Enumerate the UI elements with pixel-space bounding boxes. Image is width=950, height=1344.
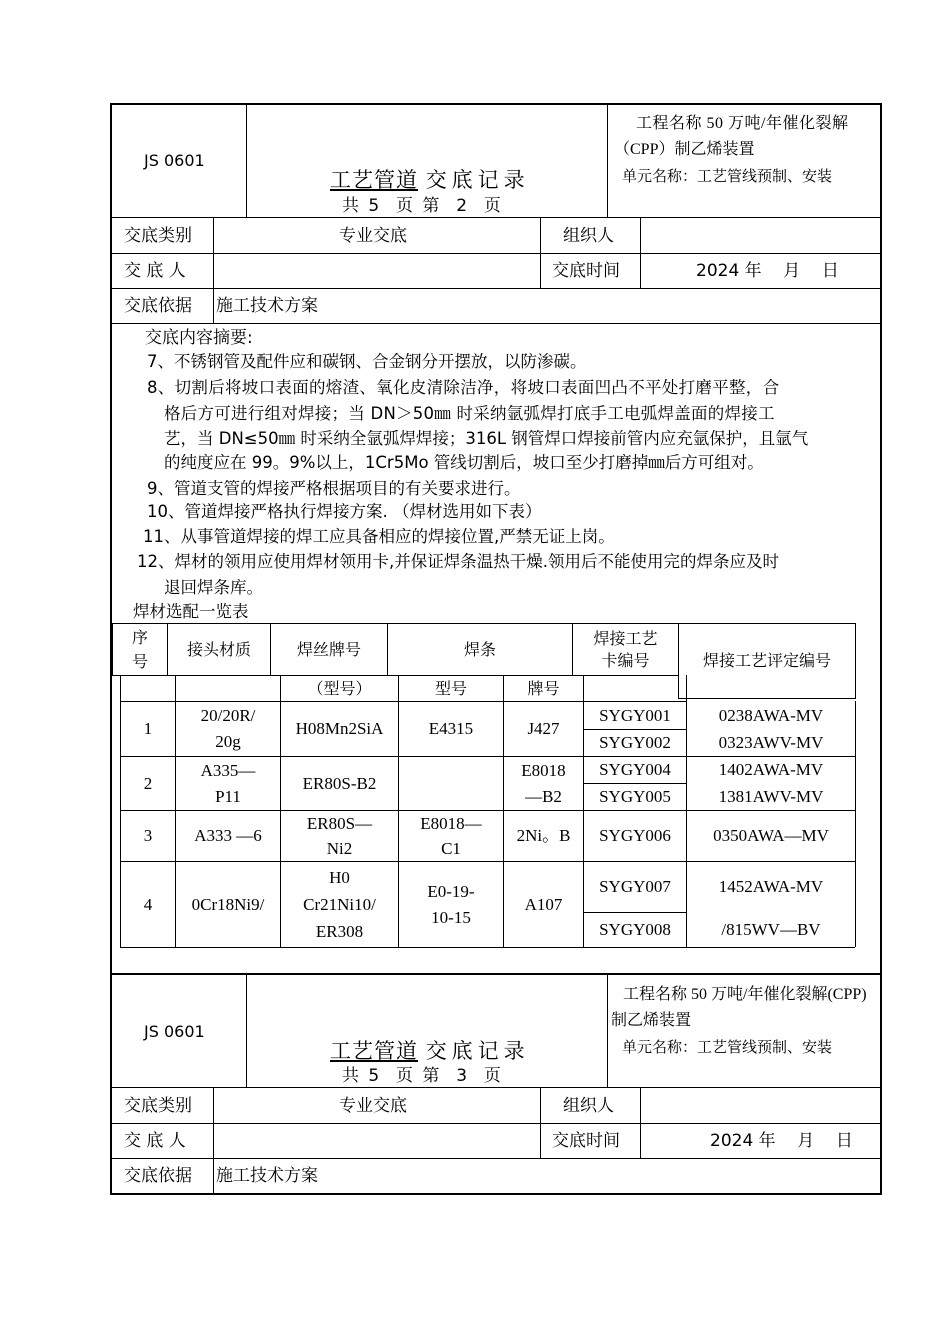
divider <box>111 323 881 324</box>
type-label: 交底类别 <box>124 1096 192 1116</box>
row-4-seq: 4 <box>143 894 153 914</box>
row-2-wire: ER80S-B2 <box>302 773 377 793</box>
unit-name: 单元名称：工艺管线预制、安装 <box>622 167 833 185</box>
row-4-rod-type: E0-19- 10-15 <box>427 881 475 927</box>
row-1-card-a: SYGY001 <box>599 705 671 725</box>
divider <box>246 975 247 1088</box>
divider <box>111 1123 881 1124</box>
table-caption: 焊材选配一览表 <box>133 602 249 621</box>
row-3-rod-brand: 2Ni。B <box>516 826 571 845</box>
project-name <box>614 111 880 189</box>
row-1-rod-brand: J427 <box>527 719 560 738</box>
page-number-line: 共 5 页 第 2 页 <box>342 196 503 216</box>
time-label: 交底时间 <box>552 261 620 281</box>
row-1-joint: 20/20R/ 20g <box>200 706 256 751</box>
time-label: 交底时间 <box>552 1131 620 1151</box>
unit-name: 单元名称：工艺管线预制、安装 <box>622 1038 833 1056</box>
project-line-2: 制乙烯装置 <box>611 1012 692 1029</box>
title-underlined: 工艺管道 <box>330 1039 418 1063</box>
table-line <box>583 675 678 676</box>
row-2-rod-type <box>399 757 503 810</box>
content-line: 8、切割后将坡口表面的熔渣、氧化皮清除洁净，将坡口表面凹凸不平处打磨平整，合 <box>147 378 780 397</box>
row-4-card-b: SYGY008 <box>599 920 671 939</box>
row-1-seq: 1 <box>143 719 153 738</box>
divider <box>640 1088 641 1158</box>
basis-label: 交底依据 <box>124 296 192 316</box>
th-card: 焊接工艺 卡编号 <box>593 628 658 670</box>
th-wire-sub: （型号） <box>307 678 372 698</box>
row-2-card-a: SYGY004 <box>599 760 671 779</box>
th-wire: 焊丝牌号 <box>296 639 361 659</box>
type-value: 专业交底 <box>339 226 407 246</box>
th-eval: 焊接工艺评定编号 <box>702 651 831 670</box>
th-seq: 序 号 <box>131 627 148 671</box>
row-1-rod-type: E4315 <box>428 719 474 738</box>
row-3-rod-type: E8018— C1 <box>420 814 482 858</box>
content-line: 9、管道支管的焊接严格根据项目的有关要求进行。 <box>147 479 521 498</box>
table-line <box>855 701 856 947</box>
content-line: 艺，当 DN≤50㎜ 时采纳全氩弧焊焊接；316L 钢管焊口焊接前管内应充氩保护，且氩气 <box>164 429 809 448</box>
content-line: 11、从事管道焊接的焊工应具备相应的焊接位置,严禁无证上岗。 <box>143 527 615 546</box>
divider <box>213 218 214 323</box>
row-4-rod-brand: A107 <box>524 894 563 914</box>
row-1-wire: H08Mn2SiA <box>295 719 384 738</box>
row-2-rod-brand: E8018 —B2 <box>521 760 566 806</box>
basis-label: 交底依据 <box>124 1166 192 1186</box>
project-line-2: （CPP）制乙烯装置 <box>614 141 755 158</box>
th-rod: 焊条 <box>463 639 496 659</box>
row-3-wire: ER80S— Ni2 <box>306 814 373 858</box>
row-4-eval-a: 1452AWA-MV <box>718 877 824 896</box>
page-title <box>330 170 530 190</box>
divider <box>213 1088 214 1193</box>
divider <box>111 1158 881 1159</box>
form-code: JS 0601 <box>144 1022 205 1041</box>
basis-value: 施工技术方案 <box>216 296 318 316</box>
person-label: 交 底 人 <box>124 261 186 281</box>
row-1-eval-b: 0323AWV-MV <box>718 733 824 752</box>
title-rest: 交底记录 <box>425 168 530 192</box>
row-1-card-b: SYGY002 <box>599 733 671 752</box>
title-underlined: 工艺管道 <box>330 168 418 192</box>
divider <box>246 104 247 218</box>
content-line: 10、管道焊接严格执行焊接方案. （焊材选用如下表） <box>147 502 542 521</box>
divider <box>607 975 608 1088</box>
content-line: 退回焊条库。 <box>164 578 263 597</box>
table-line <box>120 947 855 948</box>
project-line-1: 工程名称 50 万吨/年催化裂解(CPP) <box>623 986 867 1003</box>
type-label: 交底类别 <box>124 226 192 246</box>
row-2-card-b: SYGY005 <box>599 787 671 806</box>
row-2-joint: A335— P11 <box>200 760 256 806</box>
row-3-eval: 0350AWA—MV <box>713 826 829 845</box>
person-label: 交 底 人 <box>124 1131 186 1151</box>
row-2-eval-b: 1381AWV-MV <box>718 787 824 806</box>
content-heading: 交底内容摘要: <box>145 328 253 348</box>
th-rod-type: 型号 <box>434 678 467 698</box>
content-line: 的纯度应在 99。9%以上，1Cr5Mo 管线切割后，坡口至少打磨掉㎜后方可组对。 <box>164 453 764 472</box>
page-number-line: 共 5 页 第 3 页 <box>342 1066 503 1086</box>
row-3-joint: A333 —6 <box>194 826 262 845</box>
title-rest: 交底记录 <box>425 1039 530 1063</box>
content-line: 7、不锈钢管及配件应和碳钢、合金钢分开摆放，以防渗碳。 <box>147 352 587 371</box>
row-1-eval-a: 0238AWA-MV <box>718 705 824 725</box>
row-4-card-a: SYGY007 <box>599 877 671 896</box>
divider <box>540 1088 541 1158</box>
divider <box>607 104 608 218</box>
divider <box>111 1087 881 1088</box>
time-value: 2024 年 月 日 <box>696 261 839 281</box>
content-line: 12、焊材的领用应使用焊材领用卡,并保证焊条温热干燥.领用后不能使用完的焊条应及时 <box>137 552 779 571</box>
row-2-seq: 2 <box>143 773 153 793</box>
divider <box>111 217 881 218</box>
table-line <box>855 623 856 699</box>
organizer-label: 组织人 <box>563 226 614 246</box>
divider <box>111 288 881 289</box>
divider <box>540 218 541 288</box>
row-2-eval-a: 1402AWA-MV <box>718 760 824 779</box>
th-rod-brand: 牌号 <box>527 678 560 698</box>
time-value: 2024 年 月 日 <box>710 1131 853 1151</box>
content-line: 格后方可进行组对焊接；当 DN＞50㎜ 时采纳氩弧焊打底手工电弧焊盖面的焊接工 <box>164 404 775 423</box>
project-name <box>611 982 881 1060</box>
form-code: JS 0601 <box>144 151 205 170</box>
basis-value: 施工技术方案 <box>216 1166 318 1186</box>
row-3-card: SYGY006 <box>599 826 671 845</box>
page-title <box>330 1041 530 1061</box>
divider <box>111 253 881 254</box>
row-4-eval-b: /815WV—BV <box>721 920 821 939</box>
organizer-label: 组织人 <box>563 1096 614 1116</box>
th-joint: 接头材质 <box>186 639 251 659</box>
divider <box>640 218 641 288</box>
row-4-joint: 0Cr18Ni9/ <box>191 894 265 914</box>
table-line <box>678 698 856 699</box>
row-4-wire: H0 Cr21Ni10/ ER308 <box>303 868 376 941</box>
row-3-seq: 3 <box>143 826 153 845</box>
project-line-1: 工程名称 50 万吨/年催化裂解 <box>636 115 849 132</box>
type-value: 专业交底 <box>339 1096 407 1116</box>
